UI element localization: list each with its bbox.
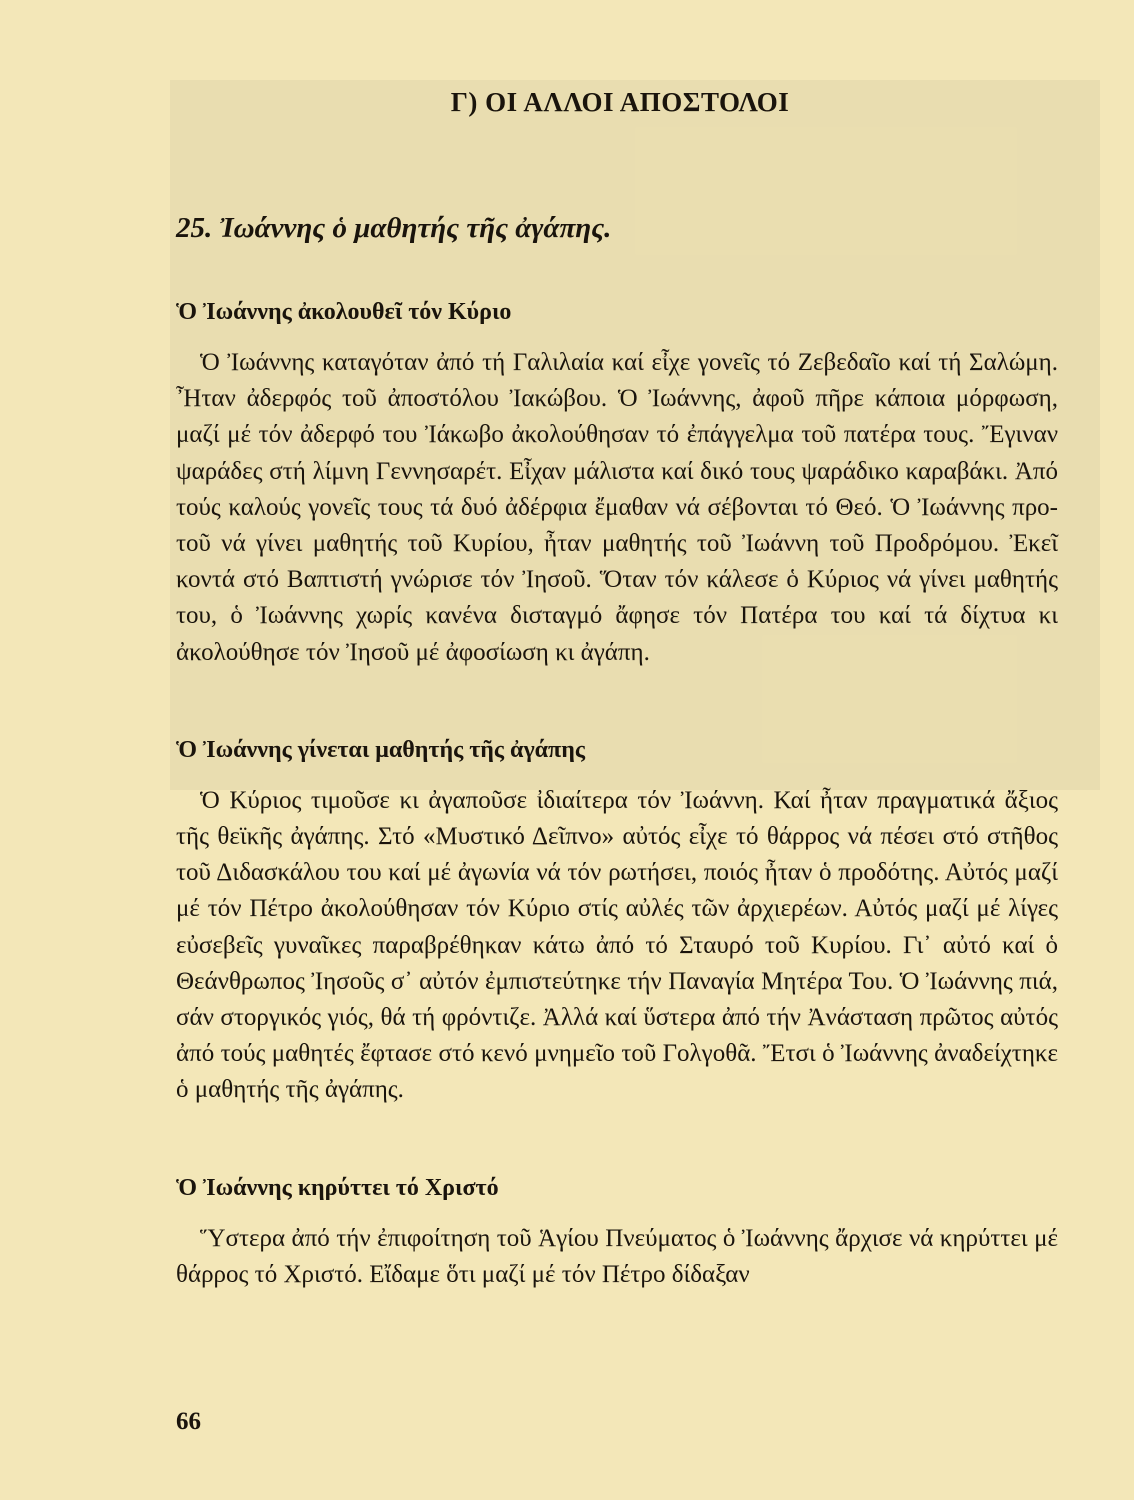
subheading-preaches-christ: Ὁ Ἰωάννης κηρύττει τό Χριστό bbox=[176, 1174, 499, 1201]
paragraph-follows-lord: Ὁ Ἰωάννης καταγόταν ἀπό τή Γαλιλαία καί εἶχε γονεῖς τό Ζεβεδαῖο καί τή Σαλώμη. Ἦταν ἀδερφός τοῦ ἀποστόλου Ἰακώβου. Ὁ Ἰωάννης, ἀφοῦ πῆρε κάποια μόρφωση, μαζί μέ τόν ἀδερφό του Ἰάκωβο ἀκολούθησαν τό ἐπάγγελμα τοῦ πατέρα τους. Ἔγιναν ψαράδες στή λίμνη Γεννησαρέτ. Εἶχαν μάλιστα καί δικό τους ψαράδικο καραβάκι. Ἀπό τούς καλούς γονεῖς τους τά δυό ἀδέρφια ἔμαθαν νά σέβονται τό Θεό. Ὁ Ἰωάννης προτοῦ νά γίνει μαθητής τοῦ Κυρίου, ἦταν μαθητής τοῦ Ἰωάννη τοῦ Προδρόμου. Ἐκεῖ κοντά στό Βαπτιστή γνώρισε τόν Ἰησοῦ. Ὅταν τόν κάλεσε ὁ Κύριος νά γίνει μαθητής του, ὁ Ἰωάννης χωρίς κανένα δισταγμό ἄφησε τόν Πατέρα του καί τά δίχτυα κι ἀκολούθησε τόν Ἰησοῦ μέ ἀφοσίωση κι ἀγάπη. bbox=[176, 349, 1058, 666]
paragraph-preaches-christ: Ὕστερα ἀπό τήν ἐπιφοίτηση τοῦ Ἁγίου Πνεύματος ὁ Ἰωάννης ἄρχισε νά κηρύττει μέ θάρρος τό Χριστό. Εἴδαμε ὅτι μαζί μέ τόν Πέτρο δίδαξαν bbox=[176, 1224, 1058, 1288]
section-title: 25. Ἰωάννης ὁ μαθητής τῆς ἀγάπης. bbox=[176, 212, 612, 244]
subheading-disciple-of-love: Ὁ Ἰωάννης γίνεται μαθητής τῆς ἀγάπης bbox=[176, 736, 585, 763]
page-content bbox=[176, 84, 1058, 1293]
chapter-title: Γ) ΟΙ ΑΛΛΟΙ ΑΠΟΣΤΟΛΟΙ bbox=[450, 87, 790, 117]
subheading-follows-lord: Ὁ Ἰωάννης ἀκολουθεῖ τόν Κύριο bbox=[176, 299, 512, 325]
paragraph-disciple-of-love: Ὁ Κύριος τιμοῦσε κι ἀγαποῦσε ἰδιαίτερα τόν Ἰωάννη. Καί ἦταν πραγματικά ἄξιος τῆς θεϊκῆς ἀγάπης. Στό «Μυστικό Δεῖπνο» αὐτός εἶχε τό θάρρος νά πέσει στό στῆθος τοῦ Διδασκάλου του καί μέ ἀγωνία νά τόν ρωτήσει, ποιός ἦταν ὁ προδότης. Αὐτός μαζί μέ τόν Πέτρο ἀκολούθησαν τόν Κύριο στίς αὐλές τῶν ἀρχιερέων. Αὐτός μαζί μέ λίγες εὐσεβεῖς γυναῖκες παραβρέθηκαν κάτω ἀπό τό Σταυρό τοῦ Κυρίου. Γι᾿ αὐτό καί ὁ Θεάνθρωπος Ἰησοῦς σ᾿ αὐτόν ἐμπιστεύτηκε τήν Παναγία Μητέρα Του. Ὁ Ἰωάννης πιά, σάν στοργικός γιός, θά τή φρόντιζε. Ἀλλά καί ὕστερα ἀπό τήν Ἀνάσταση πρῶτος αὐτός ἀπό τούς μαθητές ἔφτασε στό κενό μνημεῖο τοῦ Γολγοθᾶ. Ἔτσι ὁ Ἰωάννης ἀναδείχτηκε ὁ μαθητής τῆς ἀγάπης. bbox=[176, 786, 1058, 1104]
page-number: 66 bbox=[176, 1408, 201, 1435]
